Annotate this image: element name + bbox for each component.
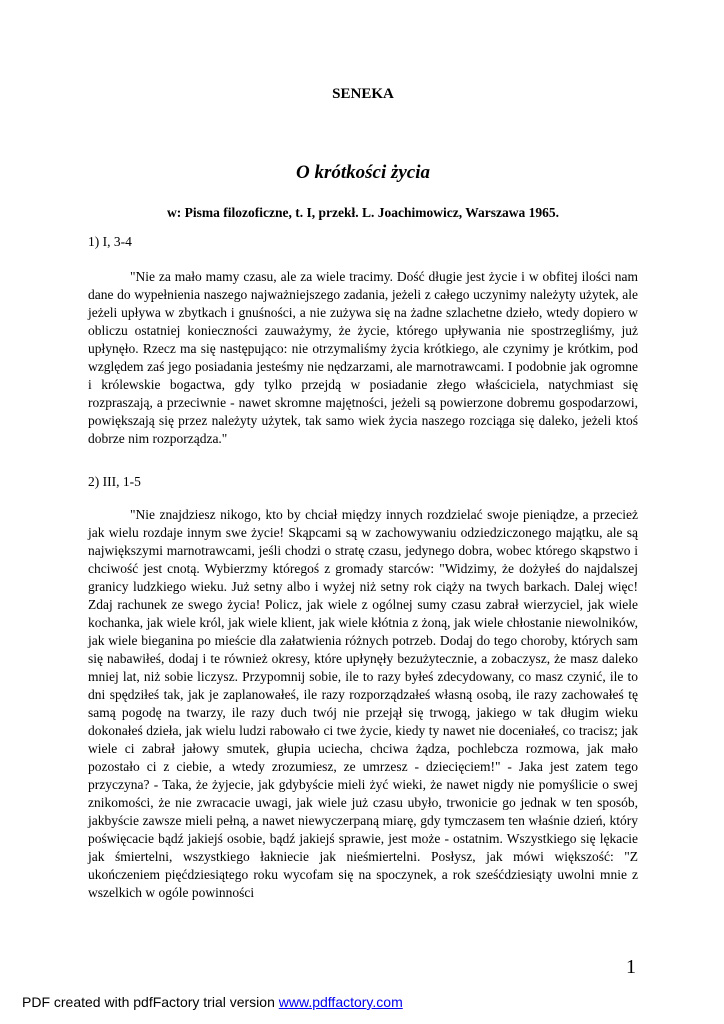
section-heading: 2) III, 1-5 — [88, 474, 141, 489]
page-number: 1 — [626, 956, 636, 978]
footer-link[interactable]: www.pdffactory.com — [278, 994, 403, 1010]
pdf-footer — [22, 994, 403, 1010]
section-paragraph: "Nie znajdziesz nikogo, kto by chciał między innych rozdzielać swoje pieniądze, a przecież jak wielu rozdaje innym swe życie! Skąpcami są w zachowywaniu odziedziczonego majątku, ale są największymi marnotrawcami, jeśli chodzi o stratę czasu, jedynego dobra, wobec którego skąpstwo i chciwość jest cnotą. Wybierzmy któregoś z gromady starców: "Widzimy, że dożyłeś do najdalszej granicy ludzkiego wieku. Już setny albo i wyżej niż setny rok ciąży na twych barkach. Dalej więc! Zdaj rachunek ze swego życia! Policz, jak wiele z ogólnej sumy czasu zabrał wierzyciel, jak wiele kochanka, jak wiele król, jak wiele klient, jak wiele kłótnia z żoną, jak wiele chłostanie niewolników, jak wiele bieganina po mieście dla załatwienia różnych potrzeb. Dodaj do tego choroby, których sam się nabawiłeś, dodaj i te również okresy, które upłynęły bezużytecznie, a zobaczysz, że masz daleko mniej lat, niż sobie liczysz. Przypomnij sobie, ile to razy byłeś zdecydowany, co masz czynić, ile to dni spędziłeś tak, jak je zaplanowałeś, ile razy rozporządzałeś własną osobą, ile razy zachowałeś tę samą pogodę na twarzy, ile razy duch twój nie przejął się trwogą, jakiego w tak długim wieku dokonałeś dzieła, jak wielu ludzi rabowało ci twe życie, kiedy ty nawet nie doceniałeś, co tracisz; jak wiele ci zabrał jałowy smutek, głupia uciecha, chciwa żądza, pochlebcza rozmowa, jak mało pozostało ci z ciebie, a wtedy zrozumiesz, ze umrzesz - dziecięciem!" - Jaka jest zatem tego przyczyna? - Taka, że żyjecie, jak gdybyście mieli żyć wieki, że nawet nigdy nie pomyślicie o swej znikomości, że nie zwracacie uwagi, jak wiele już czasu ubyło, trwonicie go jednak w ten sposób, jakbyście zawsze mieli pełną, a nawet niewyczerpaną miarę, gdy tymczasem ten właśnie dzień, który poświęcacie bądź jakiejś osobie, bądź jakiejś sprawie, jest może - ostatnim. Wszystkiego się lękacie jak śmiertelni, wszystkiego łakniecie jak nieśmiertelni. Posłysz, jak mówi większość: "Z ukończeniem pięćdziesiątego roku wycofam się na spoczynek, a rok sześćdziesiąty uwolni mnie z wszelkich w ogóle powinności — [88, 507, 638, 900]
document-title: O krótkości życia — [295, 162, 431, 183]
section-heading: 1) I, 3-4 — [88, 234, 132, 249]
source-citation: w: Pisma filozoficzne, t. I, przekł. L. Joachimowicz, Warszawa 1965. — [167, 205, 559, 220]
section-paragraph: "Nie za mało mamy czasu, ale za wiele tracimy. Dość długie jest życie i w obfitej ilości nam dane do wypełnienia naszego najważniejszego zadania, jeżeli z całego uczynimy należyty użytek, ale jeżeli upływa w zbytkach i gnuśności, a nie zużywa się na żadne szlachetne dzieło, wtedy dopiero w obliczu ostatniej konieczności zauważymy, że życie, którego upływania nie spostrzegliśmy, już upłynęło. Rzecz ma się następująco: nie otrzymaliśmy życia krótkiego, ale czynimy je krótkim, pod względem zaś jego posiadania jesteśmy nie nędzarzami, ale marnotrawcami. I podobnie jak ogromne i królewskie bogactwa, gdy tylko przejdą w posiadanie złego właściciela, natychmiast się rozpraszają, a przeciwnie - nawet skromne majętności, jeżeli są powierzone dobremu gospodarzowi, powiększają się przez należyty użytek, tak samo wiek życia naszego rozciąga się daleko, jeżeli ktoś dobrze nim rozporządza." — [88, 269, 638, 446]
author-heading: SENEKA — [332, 86, 394, 102]
footer-prefix: PDF created with pdfFactory trial version — [22, 994, 279, 1010]
